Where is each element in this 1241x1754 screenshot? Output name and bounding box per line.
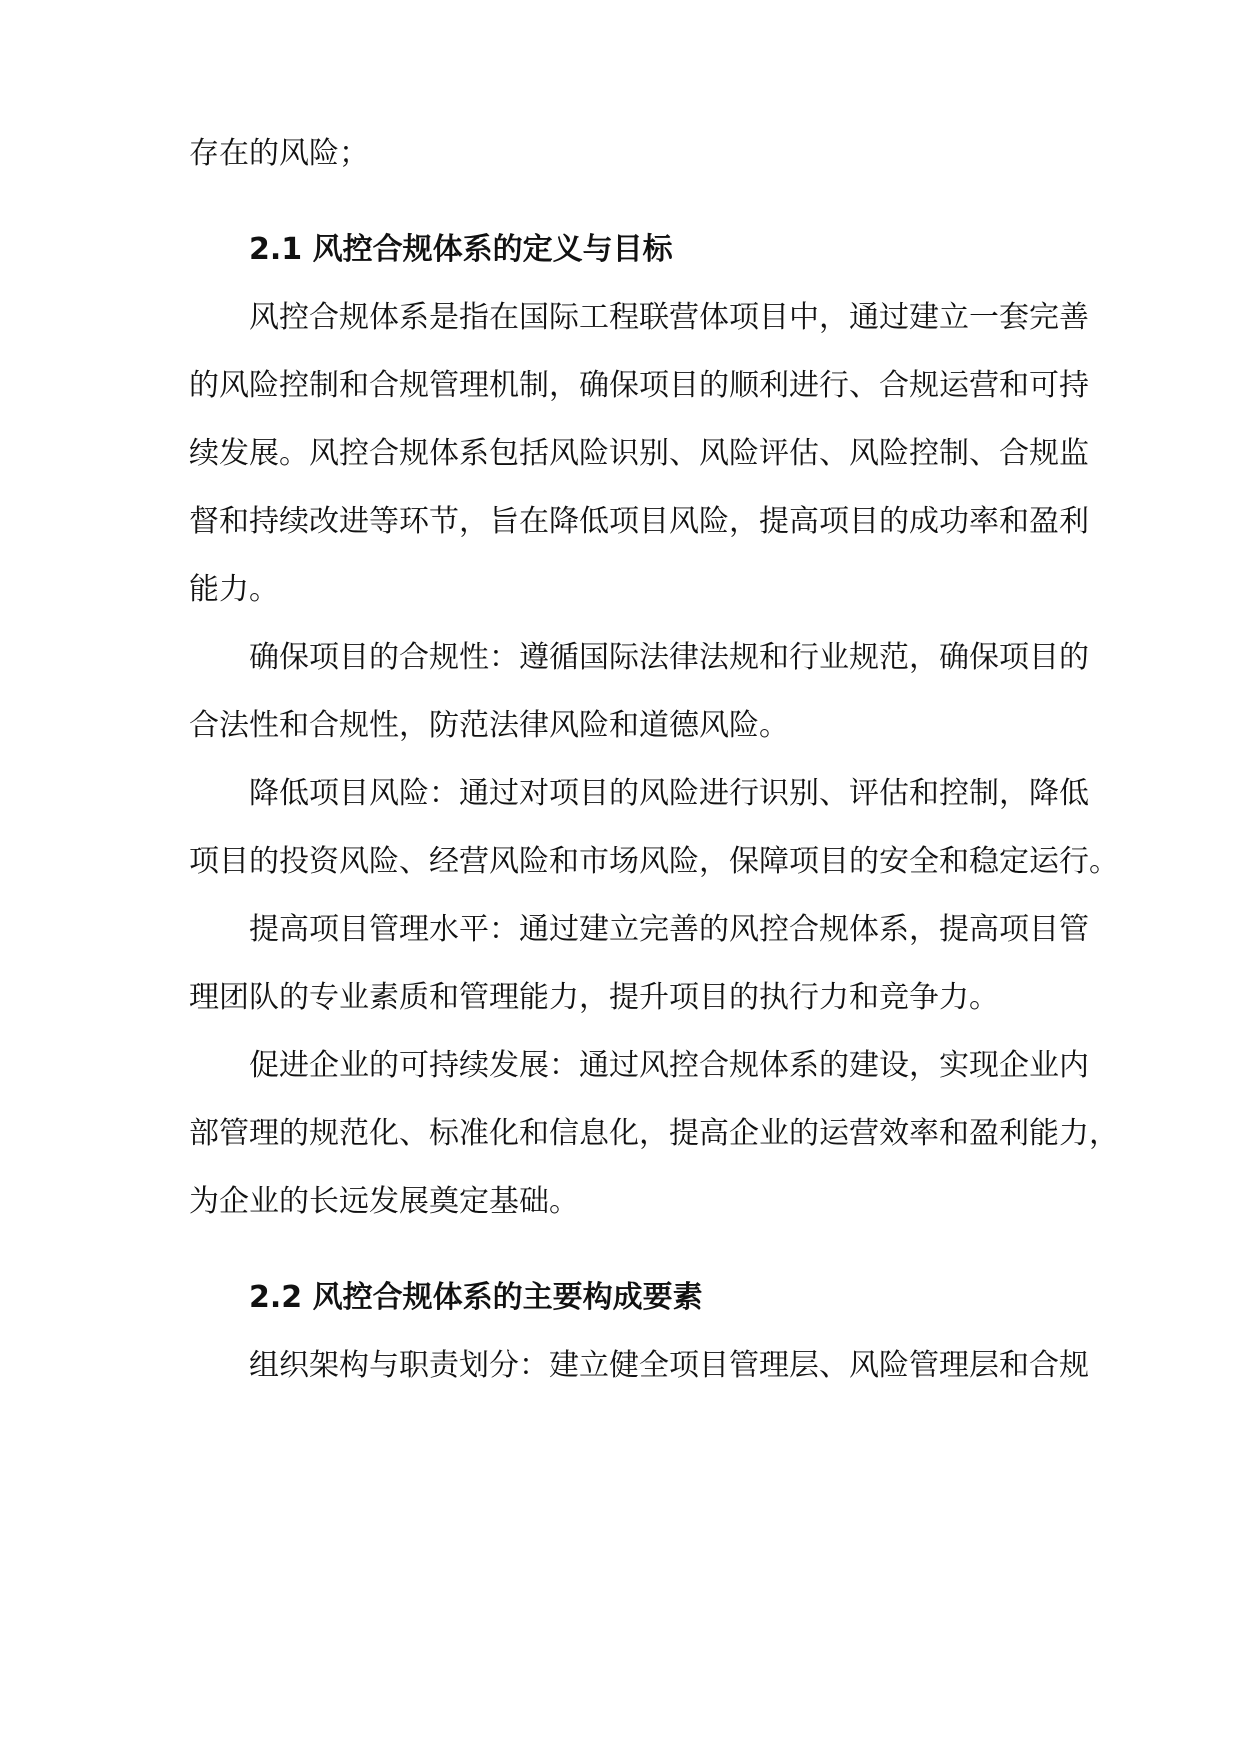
paragraph-line: 督和持续改进等环节，旨在降低项目风险，提高项目的成功率和盈利 [189, 504, 1089, 539]
paragraph-fragment: 存在的风险； [189, 136, 369, 171]
paragraph-line: 能力。 [189, 572, 279, 607]
paragraph-line: 项目的投资风险、经营风险和市场风险，保障项目的安全和稳定运行。 [189, 844, 1119, 879]
section-heading-2-2: 2.2 风控合规体系的主要构成要素 [249, 1280, 703, 1315]
paragraph-line: 部管理的规范化、标准化和信息化，提高企业的运营效率和盈利能力， [189, 1116, 1119, 1151]
paragraph-line: 的风险控制和合规管理机制，确保项目的顺利进行、合规运营和可持 [189, 368, 1089, 403]
paragraph-line: 为企业的长远发展奠定基础。 [189, 1184, 579, 1219]
paragraph-line: 组织架构与职责划分：建立健全项目管理层、风险管理层和合规 [249, 1348, 1089, 1383]
paragraph-line: 提高项目管理水平：通过建立完善的风控合规体系，提高项目管 [249, 912, 1089, 947]
paragraph-line: 降低项目风险：通过对项目的风险进行识别、评估和控制，降低 [249, 776, 1089, 811]
paragraph-line: 理团队的专业素质和管理能力，提升项目的执行力和竞争力。 [189, 980, 999, 1015]
paragraph-line: 合法性和合规性，防范法律风险和道德风险。 [189, 708, 789, 743]
paragraph-line: 确保项目的合规性：遵循国际法律法规和行业规范，确保项目的 [249, 640, 1089, 675]
paragraph-line: 续发展。风控合规体系包括风险识别、风险评估、风险控制、合规监 [189, 436, 1089, 471]
paragraph-line: 风控合规体系是指在国际工程联营体项目中，通过建立一套完善 [249, 300, 1089, 335]
paragraph-line: 促进企业的可持续发展：通过风控合规体系的建设，实现企业内 [249, 1048, 1089, 1083]
section-heading-2-1: 2.1 风控合规体系的定义与目标 [249, 232, 673, 267]
